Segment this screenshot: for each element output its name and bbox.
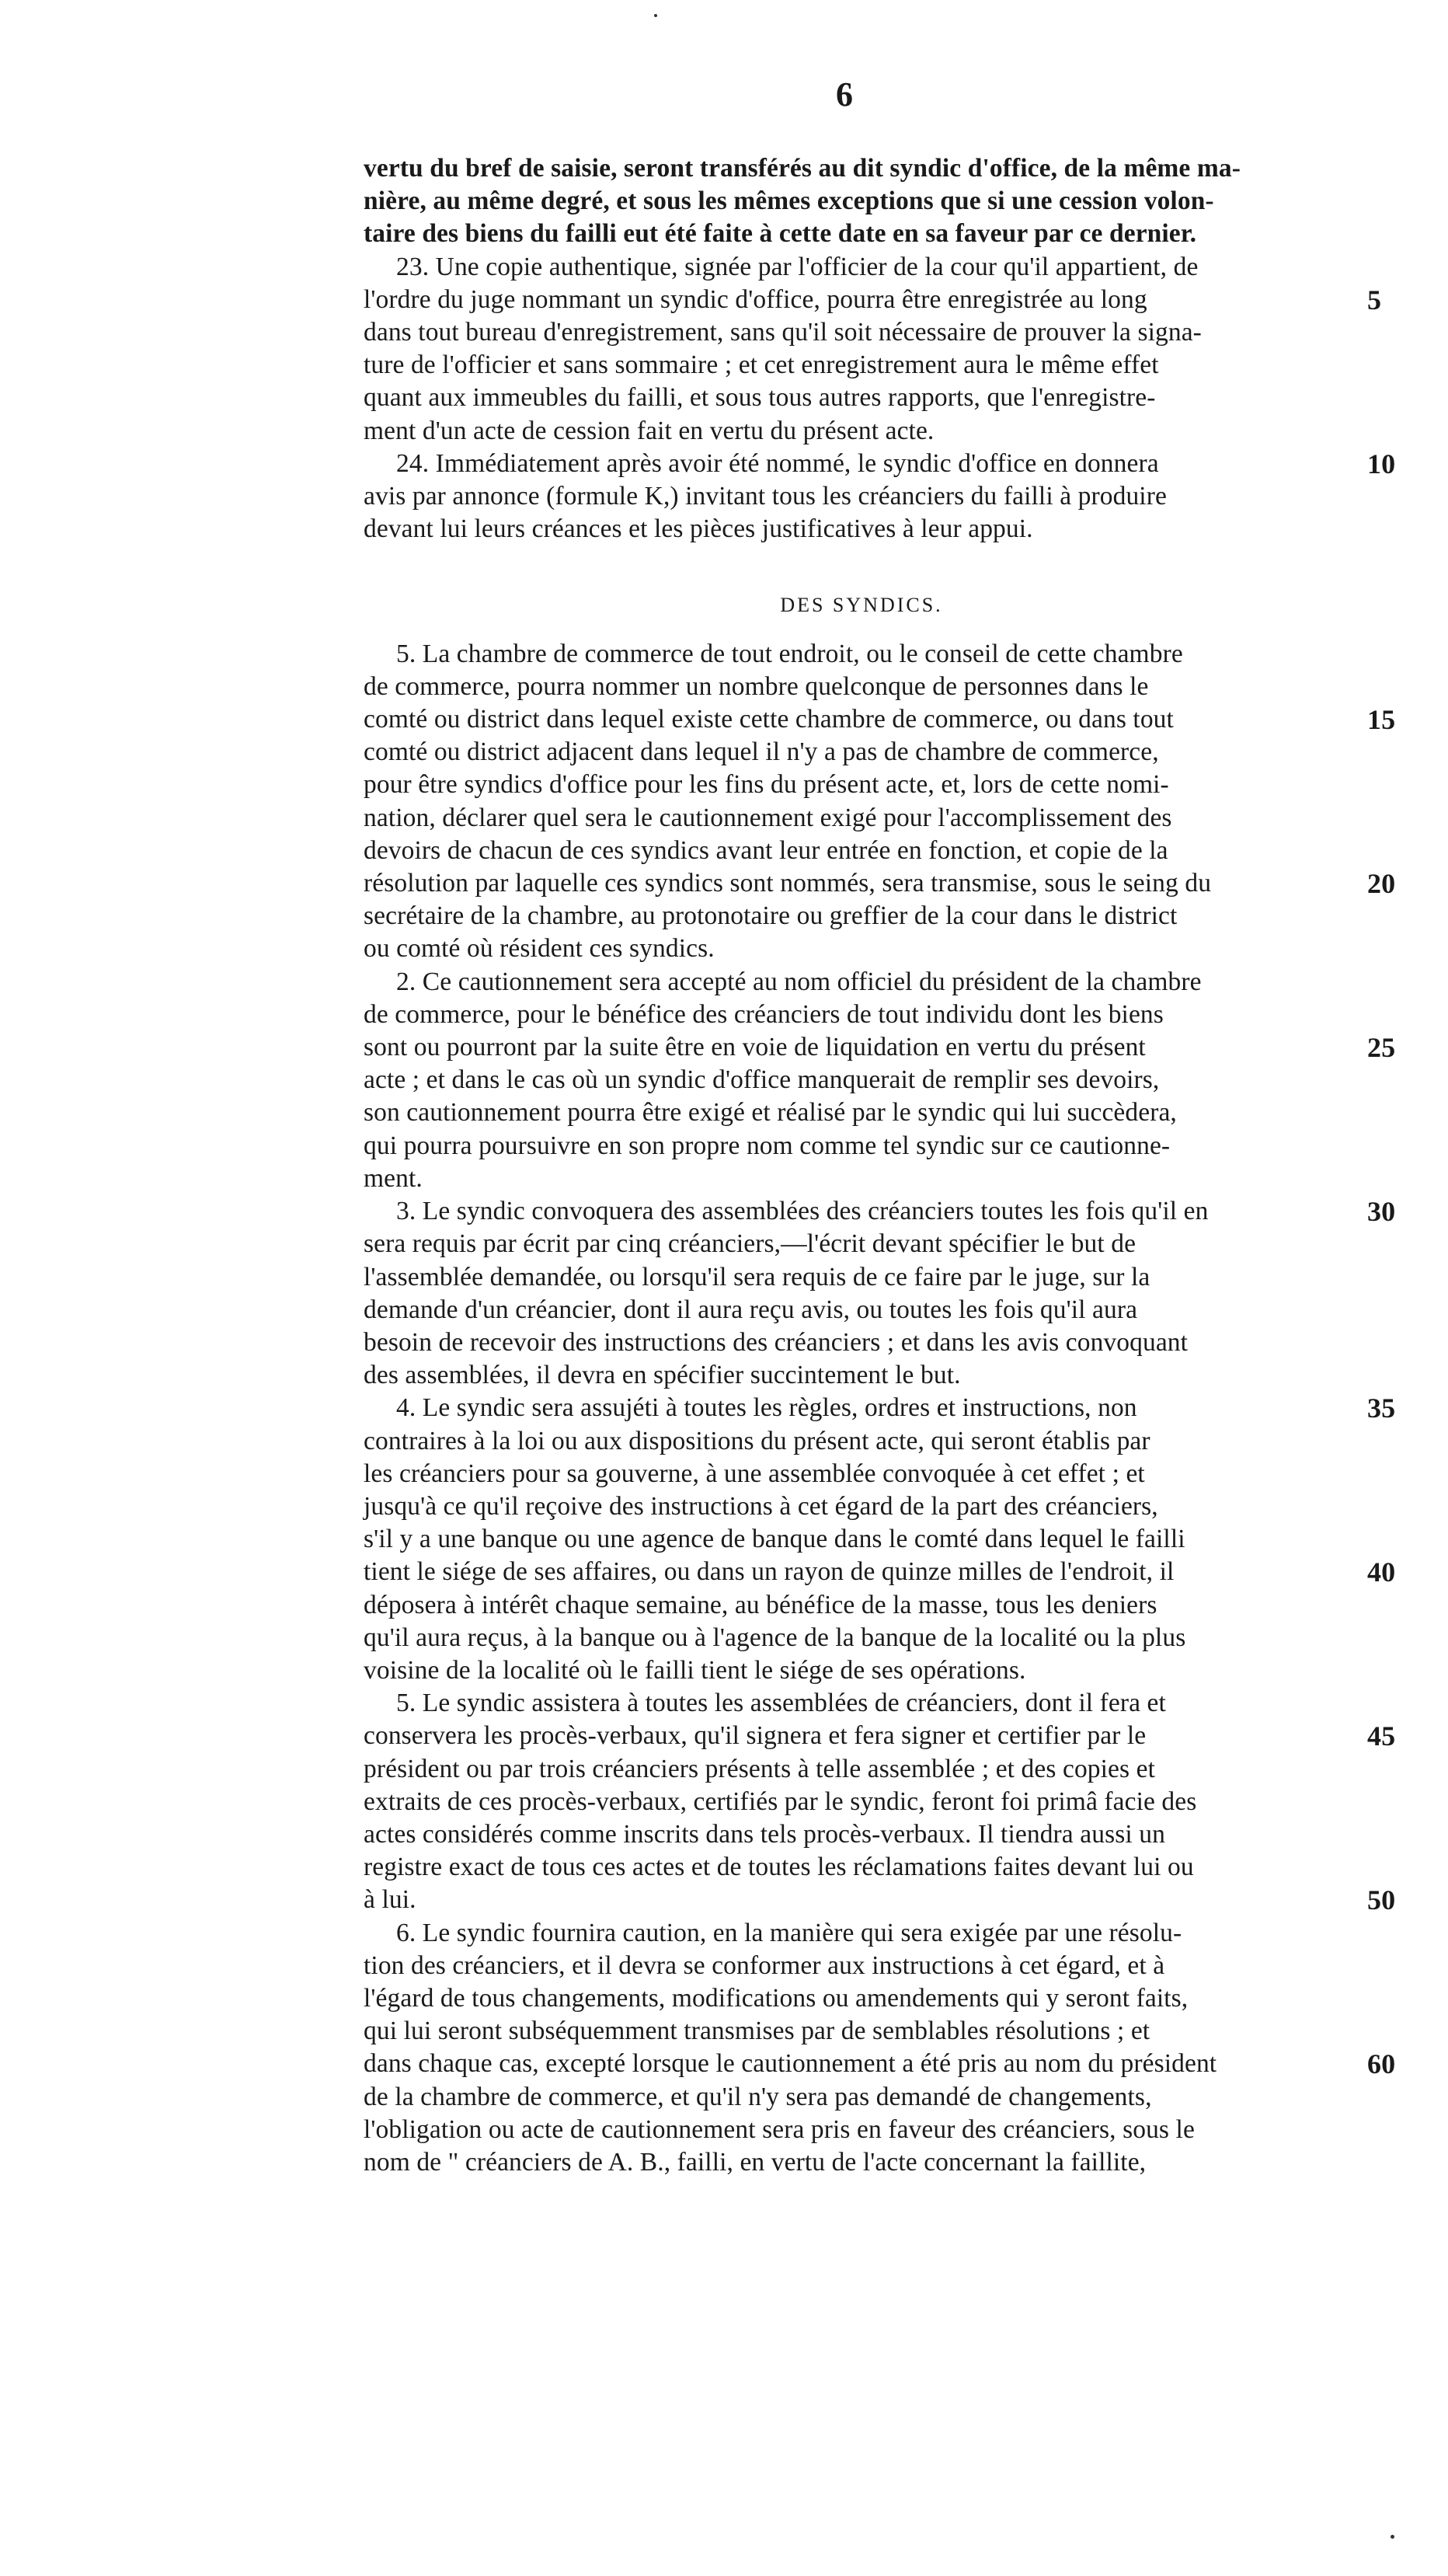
text-line [364, 1556, 1396, 1588]
line-text: vertu du bref de saisie, seront transférés au dit syndic d'office, de la même ma- [364, 154, 1241, 183]
text-line [364, 1031, 1396, 1064]
text-line [364, 1163, 1359, 1195]
text-line [364, 2114, 1359, 2146]
section-heading [364, 589, 1359, 622]
text-line [364, 1753, 1359, 1786]
text-line [364, 1523, 1359, 1556]
line-text: déposera à intérêt chaque semaine, au bénéfice de la masse, tous les deniers [364, 1590, 1157, 1619]
text-line [364, 932, 1359, 965]
line-text: taire des biens du failli eut été faite à cette date en sa faveur par ce dernier. [364, 219, 1197, 249]
print-speck [654, 14, 657, 17]
line-text: quant aux immeubles du failli, et sous tous autres rapports, que l'enregistre- [364, 383, 1156, 413]
line-text: jusqu'à ce qu'il reçoive des instructions à cet égard de la part des créanciers, [364, 1491, 1158, 1521]
line-text: comté ou district dans lequel existe cette chambre de commerce, ou dans tout [364, 705, 1174, 734]
text-line [364, 251, 1359, 284]
text-line [364, 1425, 1359, 1458]
line-text: DES SYNDICS. [780, 594, 943, 617]
text-line [364, 1589, 1359, 1622]
line-text: l'obligation ou acte de cautionnement sera pris en faveur des créanciers, sous le [364, 2114, 1195, 2144]
text-line [364, 1622, 1359, 1654]
text-line [364, 703, 1396, 736]
print-speck [1391, 2535, 1394, 2539]
line-text: résolution par laquelle ces syndics sont nommés, sera transmise, sous le seing du [364, 869, 1212, 898]
text-line [364, 1458, 1359, 1490]
line-text: comté ou district adjacent dans lequel il n'y a pas de chambre de commerce, [364, 737, 1159, 767]
line-text: tion des créanciers, et il devra se conformer aux instructions à cet égard, et à [364, 1950, 1165, 1980]
line-text: ment. [364, 1163, 423, 1193]
line-number-margin: 20 [1367, 868, 1396, 900]
line-number-margin: 15 [1367, 704, 1396, 736]
text-line [364, 1294, 1359, 1326]
text-line [364, 2048, 1396, 2080]
text-line [364, 1917, 1359, 1950]
line-text: avis par annonce (formule K,) invitant tous les créanciers du failli à produire [364, 482, 1167, 511]
text-line [364, 1490, 1359, 1523]
line-text: conservera les procès-verbaux, qu'il signera et fera signer et certifier par le [364, 1721, 1147, 1751]
text-line [364, 316, 1359, 349]
line-text: actes considérés comme inscrits dans tels procès-verbaux. Il tiendra aussi un [364, 1819, 1165, 1849]
text-line [364, 638, 1359, 671]
line-text: qui pourra poursuivre en son propre nom comme tel syndic sur ce cautionne- [364, 1131, 1171, 1160]
text-line [364, 1786, 1359, 1818]
line-text: ment d'un acte de cession fait en vertu du présent acte. [364, 416, 935, 445]
text-line [364, 1228, 1359, 1260]
line-text: l'assemblée demandée, ou lorsqu'il sera requis de ce faire par le juge, sur la [364, 1262, 1150, 1291]
line-number-margin: 10 [1367, 448, 1396, 479]
line-text: besoin de recevoir des instructions des créanciers ; et dans les avis convoquant [364, 1327, 1189, 1357]
line-text: secrétaire de la chambre, au protonotaire ou greffier de la cour dans le district [364, 901, 1178, 931]
line-number-margin: 25 [1367, 1032, 1396, 1064]
line-text: devoirs de chacun de ces syndics avant leur entrée en fonction, et copie de la [364, 835, 1168, 865]
text-line [364, 1720, 1396, 1752]
text-line [364, 1195, 1396, 1228]
line-text: sont ou pourront par la suite être en voie de liquidation en vertu du présent [364, 1033, 1146, 1062]
line-text: des assemblées, il devra en spécifier succintement le but. [364, 1361, 961, 1390]
text-line [364, 1261, 1359, 1294]
line-text: tient le siége de ses affaires, ou dans un rayon de quinze milles de l'endroit, il [364, 1557, 1175, 1587]
text-line [364, 513, 1359, 546]
text-line [364, 867, 1396, 900]
text-line [364, 1818, 1359, 1851]
text-line [364, 1851, 1359, 1884]
text-line [364, 218, 1359, 250]
text-line [364, 152, 1359, 185]
line-text: les créanciers pour sa gouverne, à une assemblée convoquée à cet effet ; et [364, 1459, 1145, 1488]
line-text: nière, au même degré, et sous les mêmes exceptions que si une cession volon- [364, 186, 1214, 216]
text-line [364, 349, 1359, 382]
line-text: de commerce, pour le bénéfice des créanciers de tout individu dont les biens [364, 999, 1164, 1029]
text-line [364, 185, 1359, 218]
line-text: 2. Ce cautionnement sera accepté au nom officiel du président de la chambre [396, 967, 1202, 996]
line-text: 23. Une copie authentique, signée par l'officier de la cour qu'il appartient, de [396, 252, 1199, 281]
line-text: ou comté où résident ces syndics. [364, 934, 715, 964]
line-text: de commerce, pourra nommer un nombre quelconque de personnes dans le [364, 671, 1149, 701]
text-line [364, 1359, 1359, 1392]
line-number-margin: 60 [1367, 2048, 1396, 2080]
text-line [364, 736, 1359, 769]
text-line [364, 1326, 1359, 1359]
line-text: 6. Le syndic fournira caution, en la manière qui sera exigée par une résolu- [396, 1918, 1182, 1947]
text-line [364, 999, 1359, 1031]
text-line [364, 1982, 1359, 2015]
text-line [364, 2146, 1359, 2179]
text-line [364, 480, 1359, 513]
line-text: de la chambre de commerce, et qu'il n'y sera pas demandé de changements, [364, 2082, 1152, 2111]
text-line [364, 284, 1382, 316]
line-text: 24. Immédiatement après avoir été nommé, le syndic d'office en donnera [396, 448, 1159, 478]
line-text: l'ordre du juge nommant un syndic d'office, pourra être enregistrée au long [364, 284, 1147, 314]
line-text: à lui. [364, 1885, 416, 1915]
text-line [364, 1654, 1359, 1687]
line-text: pour être syndics d'office pour les fins du présent acte, et, lors de cette nomi- [364, 770, 1169, 800]
line-number-margin: 30 [1367, 1196, 1396, 1228]
line-number-margin: 5 [1367, 284, 1382, 315]
line-text: nation, déclarer quel sera le cautionnement exigé pour l'accomplissement des [364, 803, 1172, 832]
line-text: contraires à la loi ou aux dispositions du présent acte, qui seront établis par [364, 1426, 1150, 1455]
text-line [364, 1130, 1359, 1163]
line-number-margin: 35 [1367, 1393, 1396, 1424]
text-line [364, 769, 1359, 801]
line-number-margin: 40 [1367, 1556, 1396, 1588]
line-text: ture de l'officier et sans sommaire ; et cet enregistrement aura le même effet [364, 350, 1159, 380]
line-text: devant lui leurs créances et les pièces justificatives à leur appui. [364, 514, 1033, 544]
line-text: 3. Le syndic convoquera des assemblées des créanciers toutes les fois qu'il en [396, 1197, 1209, 1226]
text-line [364, 1064, 1359, 1096]
text-line [364, 1950, 1359, 1982]
line-text: acte ; et dans le cas où un syndic d'office manquerait de remplir ses devoirs, [364, 1065, 1160, 1095]
line-text: dans chaque cas, excepté lorsque le cautionnement a été pris au nom du président [364, 2049, 1217, 2079]
line-text: 5. Le syndic assistera à toutes les assemblées de créanciers, dont il fera et [396, 1689, 1166, 1718]
line-text: sera requis par écrit par cinq créanciers,—l'écrit devant spécifier le but de [364, 1229, 1136, 1259]
line-text: voisine de la localité où le failli tient le siége de ses opérations. [364, 1655, 1026, 1685]
text-line [364, 1687, 1359, 1720]
text-line [364, 1096, 1359, 1129]
text-line [364, 1884, 1396, 1916]
line-text: extraits de ces procès-verbaux, certifiés par le syndic, feront foi primâ facie des [364, 1786, 1197, 1816]
line-text: s'il y a une banque ou une agence de banque dans le comté dans lequel le failli [364, 1525, 1185, 1554]
text-line [364, 2015, 1359, 2048]
text-line [364, 1392, 1396, 1424]
text-line [364, 802, 1359, 835]
line-text: demande d'un créancier, dont il aura reçu avis, ou toutes les fois qu'il aura [364, 1295, 1138, 1324]
line-text: 5. La chambre de commerce de tout endroit, ou le conseil de cette chambre [396, 639, 1183, 668]
text-line [364, 671, 1359, 703]
line-text: l'égard de tous changements, modifications ou amendements qui y seront faits, [364, 1983, 1189, 2013]
text-line [364, 382, 1359, 414]
text-line [364, 2081, 1359, 2114]
body-text [364, 152, 1396, 2179]
line-text: 4. Le syndic sera assujéti à toutes les règles, ordres et instructions, non [396, 1393, 1137, 1423]
text-line [364, 900, 1359, 932]
line-text: qu'il aura reçus, à la banque ou à l'agence de la banque de la localité ou la plus [364, 1623, 1186, 1652]
page-number: 6 [836, 75, 853, 113]
text-line [364, 448, 1396, 480]
text-line [364, 966, 1359, 999]
line-text: registre exact de tous ces actes et de toutes les réclamations faites devant lui ou [364, 1853, 1194, 1882]
line-text: son cautionnement pourra être exigé et réalisé par le syndic qui lui succèdera, [364, 1098, 1177, 1128]
line-number-margin: 45 [1367, 1720, 1396, 1752]
line-number-margin: 50 [1367, 1884, 1396, 1916]
line-text: qui lui seront subséquemment transmises par de semblables résolutions ; et [364, 2017, 1150, 2046]
text-line [364, 835, 1359, 867]
line-text: président ou par trois créanciers présents à telle assemblée ; et des copies et [364, 1754, 1156, 1783]
line-text: nom de " créanciers de A. B., failli, en vertu de l'acte concernant la faillite, [364, 2147, 1147, 2177]
text-line [364, 415, 1359, 448]
line-text: dans tout bureau d'enregistrement, sans qu'il soit nécessaire de prouver la signa- [364, 318, 1202, 347]
